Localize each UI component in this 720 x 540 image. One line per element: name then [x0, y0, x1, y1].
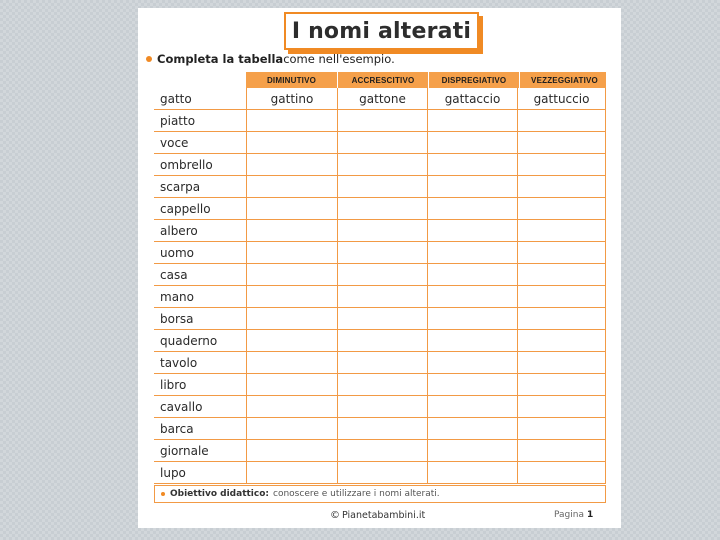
- diminutivo-cell[interactable]: [246, 308, 337, 329]
- vezzeggiativo-cell[interactable]: [517, 374, 606, 395]
- dispregiativo-cell[interactable]: [427, 176, 517, 197]
- page-label: Pagina: [554, 510, 584, 520]
- copyright-icon: ©: [330, 510, 340, 521]
- vezzeggiativo-cell[interactable]: [517, 242, 606, 263]
- diminutivo-cell[interactable]: gattino: [246, 88, 337, 109]
- diminutivo-cell[interactable]: [246, 220, 337, 241]
- word-cell: quaderno: [160, 333, 218, 348]
- diminutivo-cell[interactable]: [246, 264, 337, 285]
- diminutivo-cell[interactable]: [246, 418, 337, 439]
- diminutivo-cell[interactable]: [246, 352, 337, 373]
- accrescitivo-cell[interactable]: [337, 286, 427, 307]
- title-box: [284, 12, 479, 50]
- dispregiativo-cell[interactable]: [427, 462, 517, 483]
- diminutivo-cell[interactable]: [246, 132, 337, 153]
- diminutivo-cell[interactable]: [246, 286, 337, 307]
- diminutivo-cell[interactable]: [246, 110, 337, 131]
- accrescitivo-cell[interactable]: gattone: [337, 88, 427, 109]
- bullet-icon: [161, 492, 165, 496]
- word-table: [154, 88, 606, 484]
- table-row: [154, 352, 606, 374]
- objective-text: conoscere e utilizzare i nomi alterati.: [273, 489, 440, 499]
- dispregiativo-cell[interactable]: [427, 198, 517, 219]
- vezzeggiativo-cell[interactable]: [517, 176, 606, 197]
- table-row: [154, 286, 606, 308]
- vezzeggiativo-cell[interactable]: [517, 462, 606, 483]
- instruction-rest: come nell'esempio.: [283, 52, 395, 66]
- word-cell: uomo: [160, 245, 194, 260]
- accrescitivo-cell[interactable]: [337, 132, 427, 153]
- word-cell: albero: [160, 223, 198, 238]
- accrescitivo-cell[interactable]: [337, 352, 427, 373]
- diminutivo-cell[interactable]: [246, 176, 337, 197]
- table-row: [154, 88, 606, 110]
- word-cell: scarpa: [160, 179, 201, 194]
- diminutivo-cell[interactable]: [246, 396, 337, 417]
- table-row: [154, 330, 606, 352]
- word-cell: gatto: [160, 91, 192, 106]
- accrescitivo-cell[interactable]: [337, 110, 427, 131]
- diminutivo-cell[interactable]: [246, 374, 337, 395]
- table-row: [154, 132, 606, 154]
- word-cell: casa: [160, 267, 188, 282]
- word-cell: barca: [160, 421, 194, 436]
- vezzeggiativo-cell[interactable]: [517, 110, 606, 131]
- diminutivo-cell[interactable]: [246, 462, 337, 483]
- vezzeggiativo-cell[interactable]: [517, 352, 606, 373]
- diminutivo-cell[interactable]: [246, 198, 337, 219]
- vezzeggiativo-cell[interactable]: [517, 308, 606, 329]
- word-cell: lupo: [160, 465, 186, 480]
- table-row: [154, 374, 606, 396]
- dispregiativo-cell[interactable]: gattaccio: [427, 88, 517, 109]
- credit-text: Pianetabambini.it: [342, 510, 426, 521]
- table-row: [154, 264, 606, 286]
- accrescitivo-cell[interactable]: [337, 396, 427, 417]
- instruction-line: [146, 52, 395, 66]
- vezzeggiativo-cell[interactable]: [517, 286, 606, 307]
- bullet-icon: [146, 56, 152, 62]
- worksheet-page: [138, 8, 621, 528]
- table-row: [154, 220, 606, 242]
- dispregiativo-cell[interactable]: [427, 308, 517, 329]
- word-cell: piatto: [160, 113, 196, 128]
- dispregiativo-cell[interactable]: [427, 352, 517, 373]
- objective-label: Obiettivo didattico:: [170, 489, 270, 499]
- table-header: [246, 72, 606, 88]
- table-row: [154, 308, 606, 330]
- vezzeggiativo-cell[interactable]: gattuccio: [517, 88, 606, 109]
- objective-box: [154, 485, 606, 503]
- column-header-vezzeggiativo: VEZZEGGIATIVO: [519, 72, 609, 88]
- dispregiativo-cell[interactable]: [427, 132, 517, 153]
- vezzeggiativo-cell[interactable]: [517, 132, 606, 153]
- dispregiativo-cell[interactable]: [427, 330, 517, 351]
- word-cell: mano: [160, 289, 194, 304]
- vezzeggiativo-cell[interactable]: [517, 264, 606, 285]
- table-row: [154, 462, 606, 484]
- dispregiativo-cell[interactable]: [427, 286, 517, 307]
- word-cell: giornale: [160, 443, 209, 458]
- diminutivo-cell[interactable]: [246, 242, 337, 263]
- page-title: I nomi alterati: [291, 18, 472, 44]
- table-row: [154, 110, 606, 132]
- diminutivo-cell[interactable]: [246, 440, 337, 461]
- accrescitivo-cell[interactable]: [337, 154, 427, 175]
- dispregiativo-cell[interactable]: [427, 374, 517, 395]
- word-cell: borsa: [160, 311, 194, 326]
- accrescitivo-cell[interactable]: [337, 308, 427, 329]
- table-row: [154, 440, 606, 462]
- diminutivo-cell[interactable]: [246, 154, 337, 175]
- vezzeggiativo-cell[interactable]: [517, 198, 606, 219]
- dispregiativo-cell[interactable]: [427, 110, 517, 131]
- page-number: [554, 510, 593, 520]
- word-cell: tavolo: [160, 355, 198, 370]
- page-number-value: 1: [586, 510, 594, 520]
- dispregiativo-cell[interactable]: [427, 154, 517, 175]
- accrescitivo-cell[interactable]: [337, 242, 427, 263]
- column-header-accrescitivo: ACCRESCITIVO: [337, 72, 428, 88]
- column-header-dispregiativo: DISPREGIATIVO: [428, 72, 519, 88]
- word-cell: voce: [160, 135, 189, 150]
- accrescitivo-cell[interactable]: [337, 374, 427, 395]
- table-row: [154, 198, 606, 220]
- vezzeggiativo-cell[interactable]: [517, 220, 606, 241]
- table-row: [154, 154, 606, 176]
- table-row: [154, 176, 606, 198]
- accrescitivo-cell[interactable]: [337, 264, 427, 285]
- dispregiativo-cell[interactable]: [427, 242, 517, 263]
- diminutivo-cell[interactable]: [246, 330, 337, 351]
- dispregiativo-cell[interactable]: [427, 264, 517, 285]
- accrescitivo-cell[interactable]: [337, 220, 427, 241]
- dispregiativo-cell[interactable]: [427, 418, 517, 439]
- word-cell: cavallo: [160, 399, 203, 414]
- word-cell: ombrello: [160, 157, 213, 172]
- vezzeggiativo-cell[interactable]: [517, 396, 606, 417]
- word-cell: libro: [160, 377, 187, 392]
- accrescitivo-cell[interactable]: [337, 198, 427, 219]
- accrescitivo-cell[interactable]: [337, 440, 427, 461]
- column-header-diminutivo: DIMINUTIVO: [266, 75, 317, 85]
- accrescitivo-cell[interactable]: [337, 176, 427, 197]
- accrescitivo-cell[interactable]: [337, 330, 427, 351]
- vezzeggiativo-cell[interactable]: [517, 154, 606, 175]
- table-row: [154, 396, 606, 418]
- dispregiativo-cell[interactable]: [427, 396, 517, 417]
- table-row: [154, 242, 606, 264]
- accrescitivo-cell[interactable]: [337, 462, 427, 483]
- vezzeggiativo-cell[interactable]: [517, 418, 606, 439]
- vezzeggiativo-cell[interactable]: [517, 440, 606, 461]
- dispregiativo-cell[interactable]: [427, 440, 517, 461]
- dispregiativo-cell[interactable]: [427, 220, 517, 241]
- instruction-bold: Completa la tabella: [157, 52, 284, 66]
- site-credit: [330, 510, 425, 521]
- accrescitivo-cell[interactable]: [337, 418, 427, 439]
- vezzeggiativo-cell[interactable]: [517, 330, 606, 351]
- table-row: [154, 418, 606, 440]
- word-cell: cappello: [160, 201, 211, 216]
